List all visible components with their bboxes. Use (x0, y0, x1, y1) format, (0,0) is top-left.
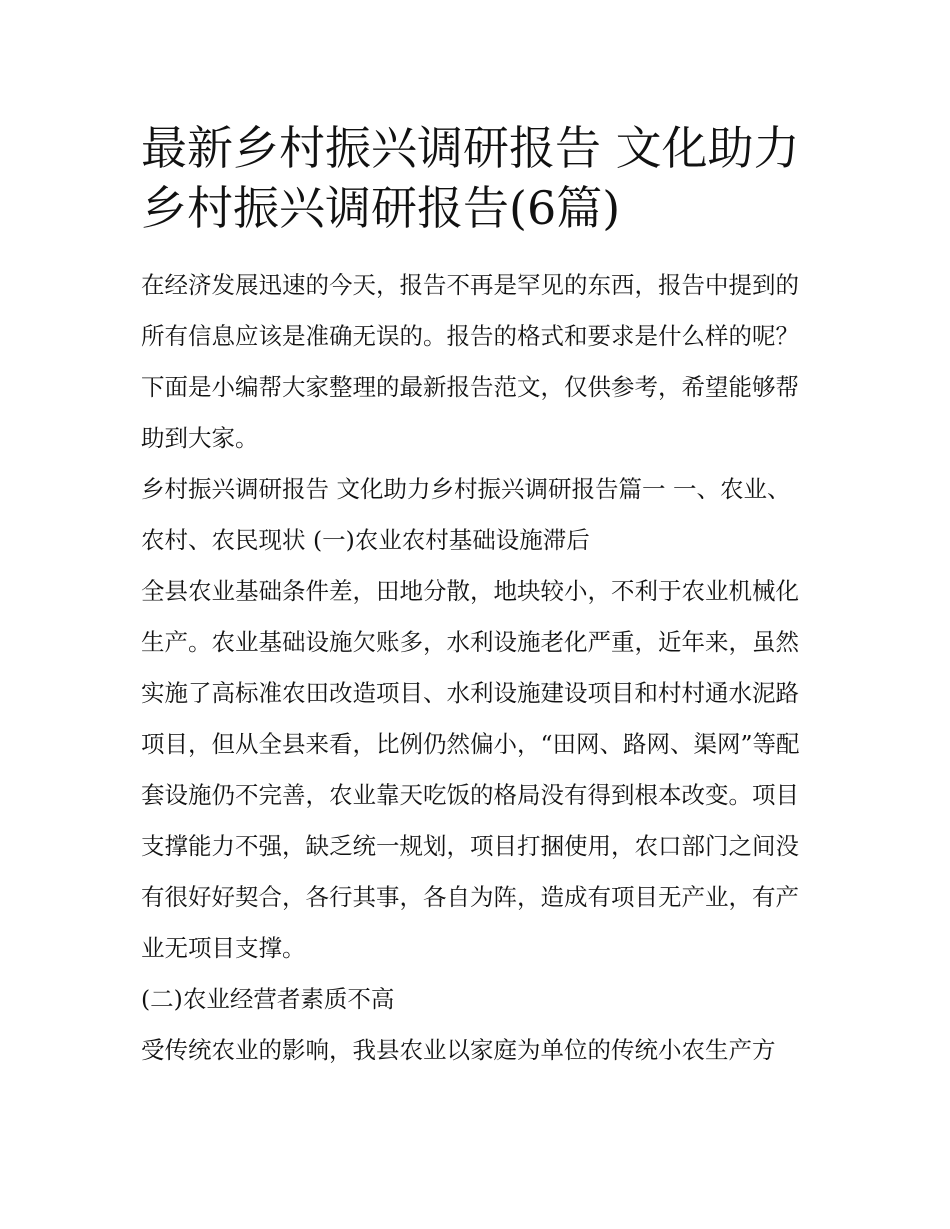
subsection-heading: (二)农业经营者素质不高 (141, 985, 395, 1013)
farmer-quality-paragraph: 受传统农业的影响，我县农业以家庭为单位的传统小农生产方 (141, 1036, 776, 1064)
infrastructure-paragraph: 全县农业基础条件差，田地分散，地块较小，不利于农业机械化生产。农业基础设施欠账多，水利设施老化严重，近年来，虽然实施了高标准农田改造项目、水利设施建设项目和村村通水泥路项目，但从全县来看，比例仍然偏小，“田网、路网、渠网”等配套设施仍不完善，农业靠天吃饭的格局没有得到根本改变。项目支撑能力不强，缺乏统一规划，项目打捆使用，农口部门之间没有很好好契合，各行其事，各自为阵，造成有项目无产业，有产业无项目支撑。 (141, 577, 800, 962)
document-page (141, 118, 813, 1076)
document-title: 最新乡村振兴调研报告 文化助力乡村振兴调研报告(6篇) (141, 121, 800, 235)
section-heading-paragraph: 乡村振兴调研报告 文化助力乡村振兴调研报告篇一 一、农业、农村、农民现状 (一)农业农村基础设施滞后 (141, 475, 791, 554)
intro-paragraph: 在经济发展迅速的今天，报告不再是罕见的东西，报告中提到的所有信息应该是准确无误的。报告的格式和要求是什么样的呢？下面是小编帮大家整理的最新报告范文，仅供参考，希望能够帮助到大家。 (141, 271, 799, 452)
